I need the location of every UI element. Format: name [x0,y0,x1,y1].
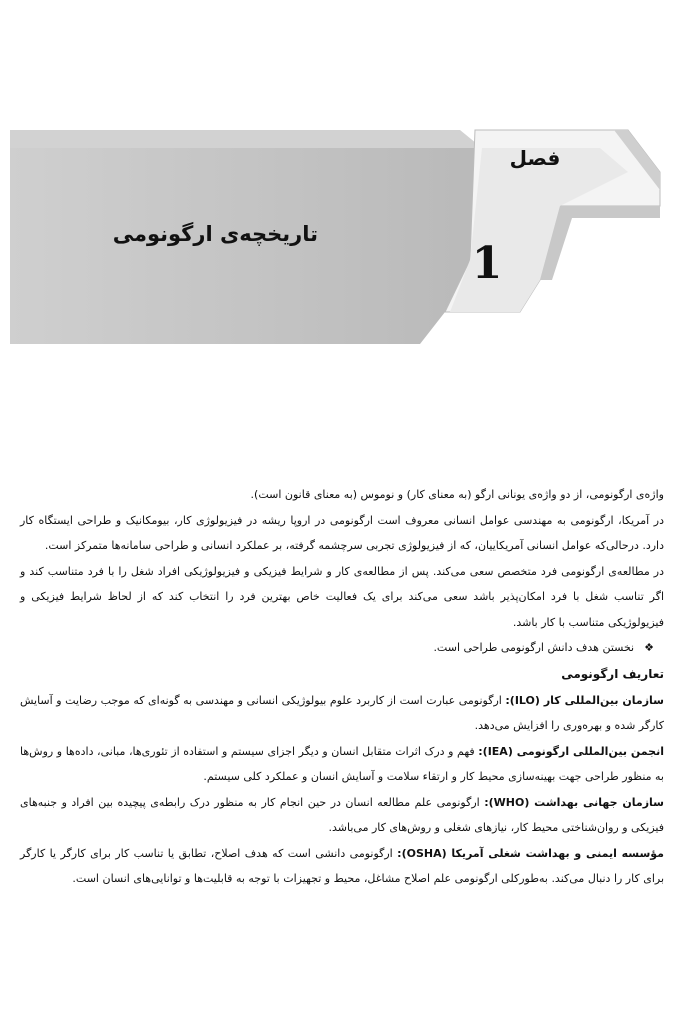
chapter-body [20,482,664,892]
chapter-banner [0,120,684,350]
bullet-text: نخستن هدف دانش ارگونومی طراحی است. [433,641,635,654]
definition-term: انجمن بین‌المللی ارگونومی (IEA): [478,744,664,758]
definition-text: فهم و درک اثرات متقابل انسان و دیگر اجزای سیستم و استفاده از تئوری‌ها، مبانی، داده‌ها و روش‌ها به منظور طراحی جهت بهینه‌سازی محیط کار و ارتقاء سلامت و آسایش انسان و عملکرد کلی سیستم. [20,744,664,783]
diamond-bullet-icon: ❖ [644,641,654,654]
definition-text: ارگونومی عبارت است از کاربرد علوم بیولوژیکی انسانی و مهندسی به گونه‌ای که موجب رضایت و آسایش کارگر شده و بهره‌وری را افزایش می‌دهد. [20,693,664,732]
chapter-word: فصل [509,146,561,170]
banner-right-lower [540,206,660,280]
banner-left-slab [10,148,482,344]
bullet-item [20,635,664,661]
definition-term: سازمان بین‌المللی کار (ILO): [505,693,664,707]
definitions-heading: تعاریف ارگونومی [561,666,664,681]
intro-paragraph-1: واژه‌ی ارگونومی، از دو واژه‌ی یونانی ارگو (به معنای کار) و نوموس (به معنای قانون است). [250,488,664,501]
banner-top-bevel [10,130,482,148]
definition-ilo [20,688,664,739]
definition-text: ارگونومی دانشی است که هدف اصلاح، تطابق یا تناسب کار برای کارگر یا کارگر برای کار را دنبال می‌کند. به‌طورکلی ارگونومی علم اصلاح مشاغل، محیط و تجهیزات با توجه به قابلیت‌ها و توانایی‌های انسان است. [20,846,664,885]
intro-paragraph-2: در آمریکا، ارگونومی به مهندسی عوامل انسانی معروف است ارگونومی در اروپا ریشه در فیزیولوژی کار، بیومکانیک و طراحی ایستگاه کار دارد. درحالی‌که عوامل انسانی آمریکاییان، که از فیزیولوژی تجربی سرچشمه گرفته، بر عملکرد انسانی و طراحی سامانه‌ها متمرکز است. [20,513,664,552]
definition-osha [20,841,664,892]
definition-iea [20,739,664,790]
definition-term: مؤسسه ایمنی و بهداشت شغلی آمریکا (OSHA): [397,846,664,860]
intro-paragraph-3: در مطالعه‌ی ارگونومی فرد متخصص سعی می‌کند. پس از مطالعه‌ی کار و شرایط فیزیکی و فیزیولوژیکی افراد شغل را با فرد متناسب کند و اگر تناسب شغل با فرد امکان‌پذیر باشد سعی می‌کند برای یک فعالیت خاص بهترین فرد را انتخاب کند که از لحاظ شرایط فیزیکی و فیزیولوژیکی متناسب با کار باشد. [20,564,664,629]
chapter-title: تاریخچه‌ی ارگونومی [112,222,318,246]
definition-term: سازمان جهانی بهداشت (WHO): [484,795,664,809]
definition-text: ارگونومی علم مطالعه انسان در حین انجام کار به منظور درک رابطه‌ی پیچیده بین افراد و جنبه‌های فیزیکی و روان‌شناختی محیط کار، نیازهای شغلی و روش‌های کار می‌باشد. [20,795,664,834]
chapter-number: 1 [471,238,503,289]
definition-who [20,790,664,841]
